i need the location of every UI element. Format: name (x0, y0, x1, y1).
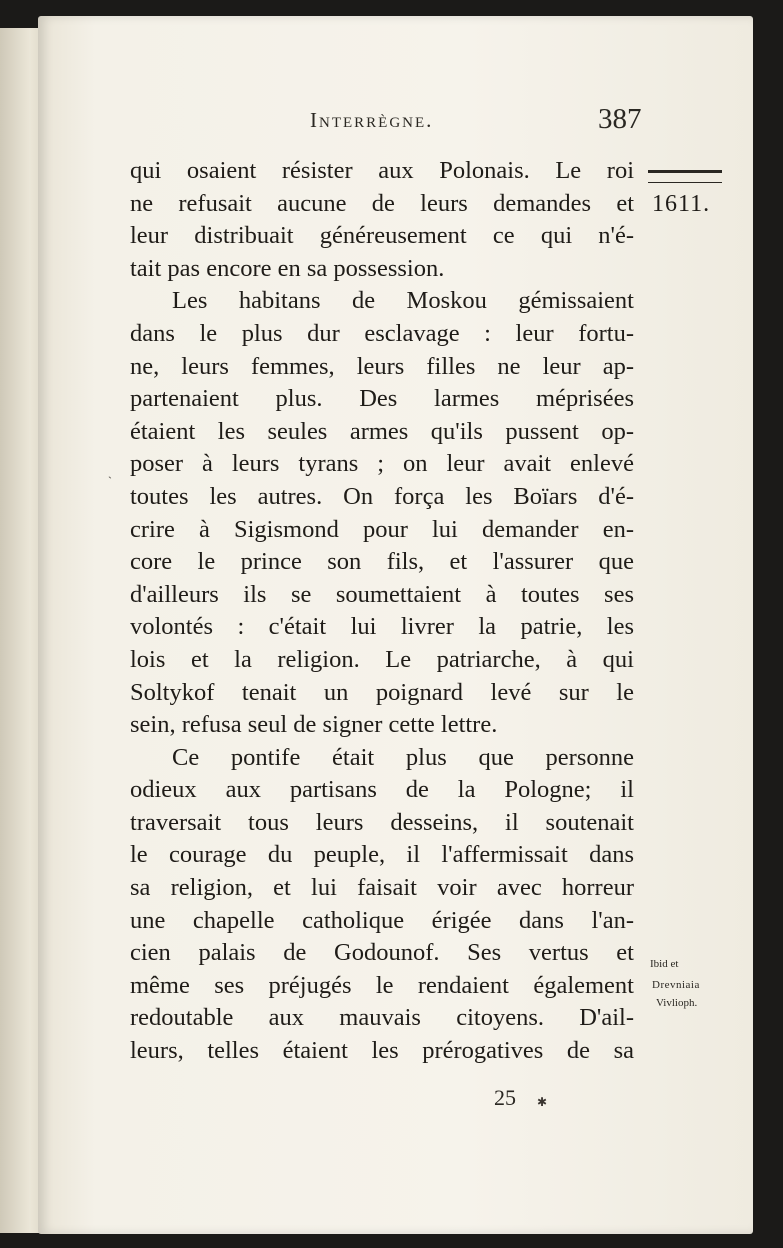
ink-speck-icon: ✱ (537, 1095, 548, 1109)
text-line: lois et la religion. Le patriarche, à qui (130, 645, 634, 673)
text-line: core le prince son fils, et l'assurer que (130, 548, 634, 576)
text-line: étaient les seules armes qu'ils pussent op- (130, 417, 634, 445)
text-line: qui osaient résister aux Polonais. Le roi (130, 157, 634, 184)
text-line: leurs, telles étaient les prérogatives de sa (130, 1037, 634, 1065)
text-line: le courage du peuple, il l'affermissait dans (130, 841, 634, 869)
text-line: tait pas encore en sa possession. (130, 254, 445, 282)
text-line: d'ailleurs ils se soumettaient à toutes ses (130, 580, 634, 608)
text-line: ne refusait aucune de leurs demandes et (130, 189, 634, 217)
text-line: crire à Sigismond pour lui demander en- (130, 515, 634, 543)
text-line: Soltykof tenait un poignard levé sur le (130, 678, 634, 706)
margin-reference: Ibid et (650, 958, 679, 970)
margin-reference: Vivlioph. (656, 997, 698, 1009)
text-line: odieux aux partisans de la Pologne; il (130, 776, 634, 804)
text-line: dans le plus dur esclavage : leur fortu- (130, 319, 634, 347)
text-line: leur distribuait généreusement ce qui n'é- (130, 222, 634, 250)
text-line: cien palais de Godounof. Ses vertus et (130, 939, 634, 967)
margin-year: 1611. (652, 191, 711, 217)
text-line: Ce pontife était plus que personne (172, 743, 634, 771)
text-line: toutes les autres. On força les Boïars d'é- (130, 482, 634, 510)
text-line: poser à leurs tyrans ; on leur avait enlevé (130, 450, 634, 478)
ink-speck-icon: ˏ (108, 465, 112, 479)
running-head: Interrègne. (310, 108, 434, 132)
text-line: redoutable aux mauvais citoyens. D'ail- (130, 1004, 634, 1032)
text-line: une chapelle catholique érigée dans l'an- (130, 906, 634, 934)
signature-mark: 25 (494, 1085, 516, 1110)
text-line: sein, refusa seul de signer cette lettre. (130, 711, 498, 739)
page-number: 387 (598, 103, 642, 135)
text-line: traversait tous leurs desseins, il soutenait (130, 808, 634, 836)
text-line: ne, leurs femmes, leurs filles ne leur ap- (130, 352, 634, 380)
text-line: même ses préjugés le rendaient également (130, 971, 634, 999)
text-line: Les habitans de Moskou gémissaient (172, 287, 634, 315)
text-line: volontés : c'était lui livrer la patrie, les (130, 613, 634, 641)
text-line: sa religion, et lui faisait voir avec horreur (130, 874, 634, 902)
margin-rule (648, 170, 722, 183)
text-line: partenaient plus. Des larmes méprisées (130, 385, 634, 413)
margin-reference: Drevniaia (652, 979, 700, 991)
body-text (130, 155, 634, 1068)
